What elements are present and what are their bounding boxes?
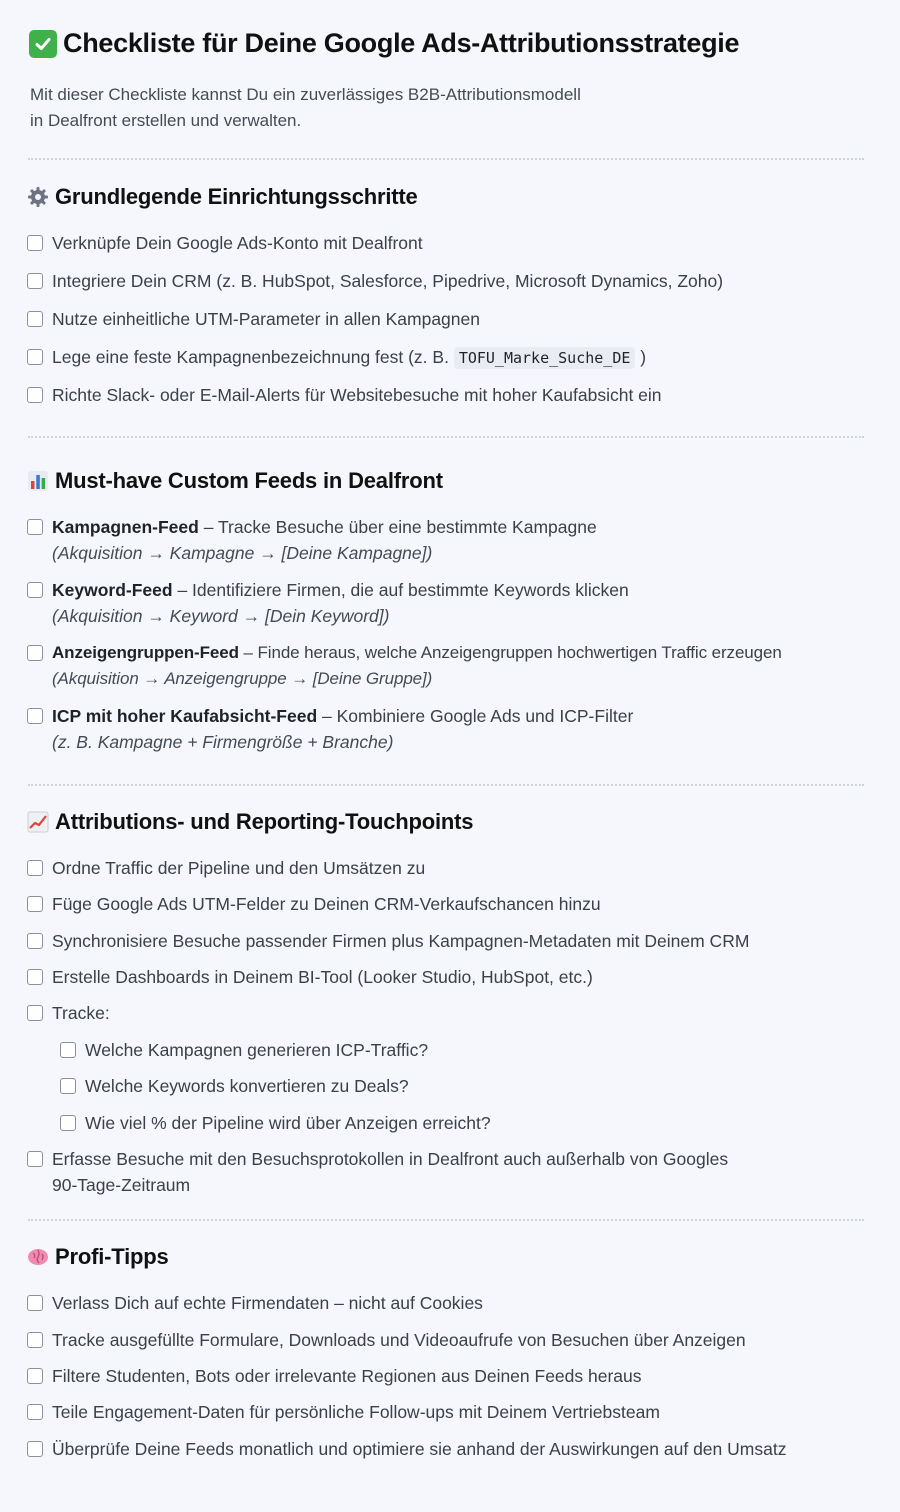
checklist-item[interactable]	[27, 514, 597, 566]
feed-name: Anzeigengruppen-Feed	[52, 643, 239, 662]
intro-line: in Dealfront erstellen und verwalten.	[30, 111, 302, 130]
section-heading: Must-have Custom Feeds in Dealfront	[55, 468, 443, 493]
feed-path: (Akquisition → Keyword → [Dein Keyword])	[52, 606, 390, 626]
gear-icon	[27, 186, 49, 208]
feed-description: – Identifiziere Firmen, die auf bestimmte Keywords klicken	[172, 580, 629, 600]
checklist-item[interactable]: Teile Engagement-Daten für persönliche Follow-ups mit Deinem Vertriebsteam	[27, 1399, 660, 1425]
checklist-item[interactable]	[27, 640, 782, 692]
title-row	[29, 28, 739, 59]
checkbox[interactable]	[27, 1441, 43, 1457]
checklist-item[interactable]: Richte Slack- oder E-Mail-Alerts für Websitebesuche mit hoher Kaufabsicht ein	[27, 382, 662, 408]
checklist-item[interactable]	[27, 344, 646, 371]
checkbox[interactable]	[27, 860, 43, 876]
checklist-item[interactable]: Ordne Traffic der Pipeline und den Umsätzen zu	[27, 855, 425, 881]
checklist-item[interactable]: Nutze einheitliche UTM-Parameter in allen Kampagnen	[27, 306, 480, 332]
checkbox[interactable]	[27, 1151, 43, 1167]
checkbox[interactable]	[27, 969, 43, 985]
feed-description: – Tracke Besuche über eine bestimmte Kampagne	[198, 517, 597, 537]
checkbox[interactable]	[27, 1368, 43, 1384]
checklist-item[interactable]	[27, 703, 633, 755]
checklist-item[interactable]: Tracke:	[27, 1000, 110, 1026]
checkbox[interactable]	[60, 1042, 76, 1058]
checklist-item[interactable]: Filtere Studenten, Bots oder irrelevante Regionen aus Deinen Feeds heraus	[27, 1363, 642, 1389]
checkbox[interactable]	[60, 1115, 76, 1131]
checkbox[interactable]	[27, 387, 43, 403]
checklist-item[interactable]: Synchronisiere Besuche passender Firmen plus Kampagnen-Metadaten mit Deinem CRM	[27, 928, 749, 954]
checklist-subitem[interactable]: Wie viel % der Pipeline wird über Anzeigen erreicht?	[60, 1110, 491, 1136]
section-heading: Attributions- und Reporting-Touchpoints	[55, 809, 474, 834]
check-mark-icon	[29, 30, 57, 58]
brain-icon	[27, 1246, 49, 1268]
feed-name: ICP mit hoher Kaufabsicht-Feed	[52, 706, 318, 726]
item-text: Lege eine feste Kampagnenbezeichnung fest (z. B.	[52, 347, 449, 367]
checklist-subitem[interactable]: Welche Keywords konvertieren zu Deals?	[60, 1073, 409, 1099]
checklist-item[interactable]: Tracke ausgefüllte Formulare, Downloads und Videoaufrufe von Besuchen über Anzeigen	[27, 1327, 746, 1353]
checklist-item[interactable]: Erstelle Dashboards in Deinem BI-Tool (Looker Studio, HubSpot, etc.)	[27, 964, 593, 990]
intro-line: Mit dieser Checkliste kannst Du ein zuverlässiges B2B-Attributionsmodell	[30, 85, 581, 104]
feed-path: (Akquisition → Kampagne → [Deine Kampagne])	[52, 543, 433, 563]
feed-description: – Kombiniere Google Ads und ICP-Filter	[317, 706, 634, 726]
checklist-item[interactable]: Integriere Dein CRM (z. B. HubSpot, Salesforce, Pipedrive, Microsoft Dynamics, Zoho)	[27, 268, 723, 294]
checklist-item[interactable]	[27, 1146, 728, 1198]
item-text: 90-Tage-Zeitraum	[52, 1175, 191, 1195]
checkbox[interactable]	[27, 349, 43, 365]
section-heading-tips	[27, 1244, 169, 1270]
checklist-subitem[interactable]: Welche Kampagnen generieren ICP-Traffic?	[60, 1037, 428, 1063]
checkbox[interactable]	[27, 273, 43, 289]
checklist-item[interactable]: Verknüpfe Dein Google Ads-Konto mit Dealfront	[27, 230, 423, 256]
checkbox[interactable]	[27, 708, 43, 724]
feed-path: (z. B. Kampagne + Firmengröße + Branche)	[52, 732, 394, 752]
checkbox[interactable]	[27, 1005, 43, 1021]
feed-description: – Finde heraus, welche Anzeigengruppen hochwertigen Traffic erzeugen	[238, 643, 782, 662]
section-heading-attribution	[27, 809, 473, 835]
checkbox[interactable]	[27, 235, 43, 251]
section-heading: Profi-Tipps	[55, 1244, 169, 1269]
checkbox[interactable]	[27, 311, 43, 327]
checkbox[interactable]	[27, 1404, 43, 1420]
checkbox[interactable]	[27, 519, 43, 535]
checkbox[interactable]	[27, 1295, 43, 1311]
checkbox[interactable]	[27, 896, 43, 912]
checkbox[interactable]	[60, 1078, 76, 1094]
feed-name: Keyword-Feed	[52, 580, 173, 600]
checklist-item[interactable]	[27, 577, 629, 629]
section-heading: Grundlegende Einrichtungsschritte	[55, 184, 418, 209]
trend-chart-icon	[27, 811, 49, 833]
feed-path: (Akquisition → Anzeigengruppe → [Deine Gruppe])	[52, 669, 433, 688]
section-divider	[28, 784, 864, 786]
item-text: Erfasse Besuche mit den Besuchsprotokollen in Dealfront auch außerhalb von Googles	[52, 1149, 729, 1169]
section-heading-feeds	[27, 468, 443, 494]
checkbox[interactable]	[27, 645, 43, 661]
item-text-close: )	[640, 347, 647, 367]
code-example: TOFU_Marke_Suche_DE	[454, 347, 636, 369]
section-divider	[28, 1219, 864, 1221]
section-divider	[28, 158, 864, 160]
checklist-item[interactable]: Füge Google Ads UTM-Felder zu Deinen CRM-Verkaufschancen hinzu	[27, 891, 601, 917]
checkbox[interactable]	[27, 582, 43, 598]
bar-chart-icon	[27, 470, 49, 492]
page-title: Checkliste für Deine Google Ads-Attributionsstrategie	[63, 28, 740, 58]
section-heading-setup	[27, 184, 418, 210]
checkbox[interactable]	[27, 933, 43, 949]
checkbox[interactable]	[27, 1332, 43, 1348]
section-divider	[28, 436, 864, 438]
checklist-item[interactable]: Überprüfe Deine Feeds monatlich und optimiere sie anhand der Auswirkungen auf den Umsatz	[27, 1436, 786, 1462]
feed-name: Kampagnen-Feed	[52, 517, 199, 537]
intro-text	[30, 82, 710, 134]
checklist-item[interactable]: Verlass Dich auf echte Firmendaten – nicht auf Cookies	[27, 1290, 483, 1316]
